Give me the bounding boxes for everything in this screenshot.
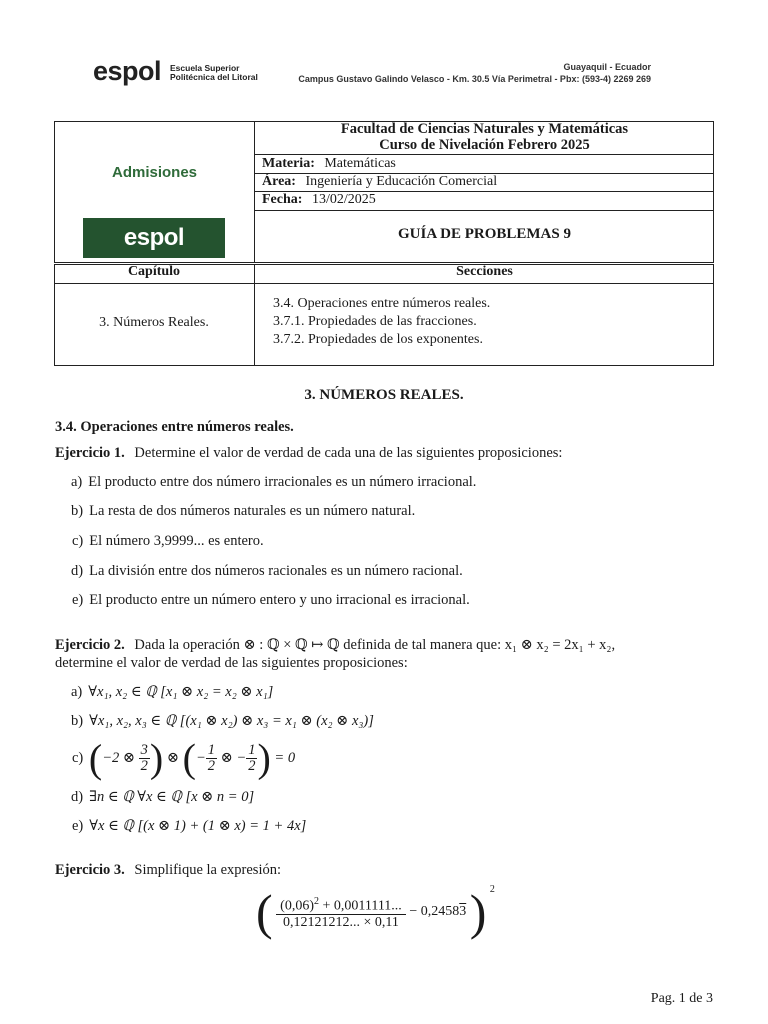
materia-value: Matemáticas xyxy=(324,156,396,171)
section-title: 3. NÚMEROS REALES. xyxy=(304,387,464,403)
section-item: 3.7.2. Propiedades de los exponentes. xyxy=(273,332,483,347)
item-text: El número 3,9999... es entero. xyxy=(89,533,264,549)
address-campus: Campus Gustavo Galindo Velasco - Km. 30.5 Vía Perimetral - Pbx: (593-4) 2269 269 xyxy=(298,74,651,84)
left-paren: ( xyxy=(88,735,103,781)
right-paren: ) xyxy=(149,735,164,781)
item-tag: b) xyxy=(71,503,84,519)
ex3-label: Ejercicio 3. xyxy=(55,862,125,878)
list-item xyxy=(71,713,374,730)
address-city: Guayaquil - Ecuador xyxy=(563,62,651,72)
item-math: = 0 xyxy=(274,750,296,766)
item-math: −2 ⊗ xyxy=(102,750,136,766)
fraction-numerator: $(0,06)^2 + 0,0011111$... xyxy=(276,894,406,915)
main-fraction xyxy=(276,894,406,930)
item-text: El producto entre un número entero y uno irracional es irracional. xyxy=(89,592,470,608)
logo-subtitle-line-2: Politécnica del Litoral xyxy=(170,72,258,82)
ex2-text-2: determine el valor de verdad de las siguientes proposiciones: xyxy=(55,655,408,671)
minus-term: − 0,24583 xyxy=(409,904,467,919)
logo-subtitle xyxy=(170,64,258,82)
espol-logo: espol xyxy=(93,56,162,86)
ex3-text: Simplifique la expresión: xyxy=(134,862,282,878)
chapter-table-header-line xyxy=(54,283,714,284)
list-item xyxy=(72,735,296,781)
outer-exponent: 2 xyxy=(489,883,495,895)
ex1-prompt xyxy=(55,445,562,462)
item-tag: d) xyxy=(71,563,84,579)
ex3-expression xyxy=(256,883,495,940)
item-tag: c) xyxy=(72,750,84,766)
fraction: $\frac{3}{2}$ xyxy=(140,742,148,775)
ex3-prompt xyxy=(55,862,281,879)
subsection-title: 3.4. Operaciones entre números reales. xyxy=(55,419,294,435)
list-item xyxy=(71,684,273,701)
materia-row xyxy=(262,156,396,172)
area-row xyxy=(262,174,497,190)
ex2-label: Ejercicio 2. xyxy=(55,637,125,653)
item-tag: a) xyxy=(71,474,83,490)
right-paren: ) xyxy=(469,884,487,940)
ex2-text-1: Dada la operación ⊗ : ℚ × ℚ ↦ ℚ definida de tal manera que: x₁ ⊗ x₂ = 2x₁ + x₂, xyxy=(134,637,616,653)
list-item xyxy=(72,592,470,609)
info-table-divider-1 xyxy=(254,154,714,155)
right-paren: ) xyxy=(257,735,271,781)
fraction-denominator: 0,12121212... × 0,11 xyxy=(283,914,399,930)
chapter-cell: 3. Números Reales. xyxy=(99,315,209,330)
item-tag: c) xyxy=(72,533,84,549)
fecha-label: Fecha: xyxy=(262,192,303,207)
fraction: $\frac{1}{2}$ xyxy=(207,742,216,775)
section-item: 3.4. Operaciones entre números reales. xyxy=(273,296,491,311)
item-math: ⊗ − xyxy=(220,750,247,766)
item-math: ∀x₁, x₂, x₃ ∈ ℚ [(x₁ ⊗ x₂) ⊗ x₃ = x₁ ⊗ (x₂ ⊗ x₃)] xyxy=(89,713,374,729)
espol-green-logo: espol xyxy=(83,218,225,258)
list-item xyxy=(71,563,463,580)
item-math: ∃n ∈ ℚ ∀x ∈ ℚ [x ⊗ n = 0] xyxy=(89,789,255,805)
materia-label: Materia: xyxy=(262,156,315,171)
item-math: ∀x₁, x₂ ∈ ℚ [x₁ ⊗ x₂ = x₂ ⊗ x₁] xyxy=(88,684,274,700)
item-math: ∀x ∈ ℚ [(x ⊗ 1) + (1 ⊗ x) = 1 + 4x] xyxy=(89,818,307,834)
item-text: El producto entre dos número irracionales es un número irracional. xyxy=(88,474,477,490)
list-item xyxy=(71,503,415,520)
ex2-prompt xyxy=(55,637,715,654)
fecha-row xyxy=(262,192,376,208)
item-tag: a) xyxy=(71,684,83,700)
list-item xyxy=(71,474,476,491)
left-paren: ( xyxy=(182,735,196,781)
item-math: ⊗ xyxy=(166,750,180,766)
faculty-name: Facultad de Ciencias Naturales y Matemáticas xyxy=(340,121,629,137)
item-text: La división entre dos números racionales es un número racional. xyxy=(89,563,463,579)
left-paren: ( xyxy=(256,884,273,940)
item-tag: d) xyxy=(71,789,84,805)
col-sections-header: Secciones xyxy=(456,264,513,279)
page-number: Pag. 1 de 3 xyxy=(650,991,713,1006)
guide-title: GUÍA DE PROBLEMAS 9 xyxy=(398,226,571,242)
item-text: La resta de dos números naturales es un número natural. xyxy=(89,503,416,519)
area-value: Ingeniería y Educación Comercial xyxy=(305,174,498,189)
item-math: − xyxy=(195,750,206,766)
list-item xyxy=(71,789,254,806)
section-item: 3.7.1. Propiedades de las fracciones. xyxy=(273,314,477,329)
course-name: Curso de Nivelación Febrero 2025 xyxy=(379,137,590,153)
admisiones-label: Admisiones xyxy=(112,164,198,181)
item-tag: b) xyxy=(71,713,84,729)
fraction: $\frac{1}{2}$ xyxy=(248,742,256,775)
col-chapter-header: Capítulo xyxy=(127,264,181,279)
ex1-label: Ejercicio 1. xyxy=(55,445,125,461)
area-label: Área: xyxy=(262,174,296,189)
item-tag: e) xyxy=(72,592,84,608)
info-table-divider-4 xyxy=(254,210,714,211)
item-tag: e) xyxy=(72,818,84,834)
list-item xyxy=(72,533,264,550)
logo-subtitle-line-1: Escuela Superior xyxy=(170,63,240,73)
fecha-value: 13/02/2025 xyxy=(311,192,376,207)
ex1-text: Determine el valor de verdad de cada una de las siguientes proposiciones: xyxy=(134,445,563,461)
list-item xyxy=(72,818,306,835)
